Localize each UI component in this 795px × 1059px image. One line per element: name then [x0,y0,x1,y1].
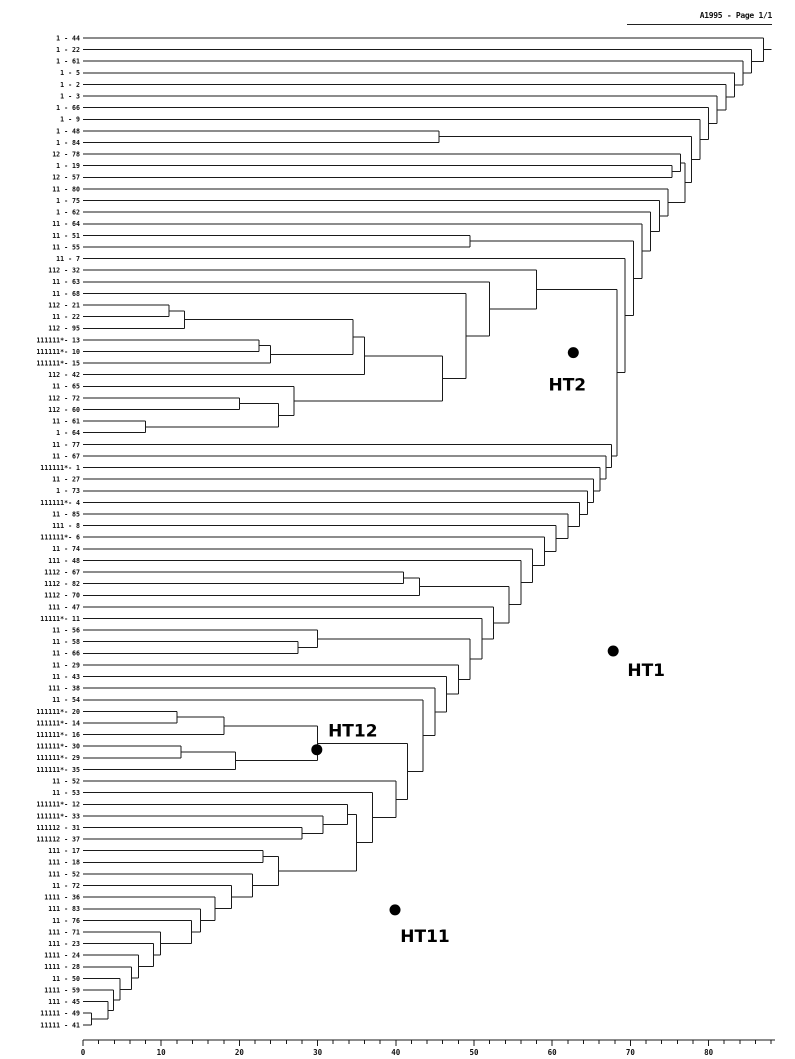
axis-tick-label: 10 [156,1048,166,1057]
leaf-label: 11 - 72 [52,881,80,890]
leaf-label: 111111*- 12 [36,800,80,809]
leaf-label: 1 - 84 [56,138,80,147]
leaf-label: 112 - 42 [48,371,80,380]
leaf-label: 1111 - 59 [44,986,80,995]
leaf-label: 1 - 75 [56,196,80,205]
leaf-label: 1 - 2 [60,80,80,89]
leaf-label: 1111 - 36 [44,893,80,902]
leaf-label: 11 - 74 [52,545,80,554]
leaf-label: 11111*- 11 [40,614,80,623]
leaf-label: 111 - 8 [52,522,80,531]
leaf-label: 11 - 54 [52,696,80,705]
annotation-label-ht12: HT12 [328,721,378,742]
leaf-label: 11 - 29 [52,661,80,670]
axis-tick-label: 50 [469,1048,479,1057]
annotation-label-ht2: HT2 [548,375,587,396]
leaf-label: 1111 - 28 [44,963,80,972]
leaf-label: 111 - 48 [48,556,80,565]
leaf-label: 1 - 62 [56,208,80,217]
leaf-label: 11111 - 41 [40,1021,80,1030]
page-header-title: A1995 - Page 1/1 [699,11,772,20]
leaf-label: 1 - 48 [56,127,80,136]
annotation-dot-ht2 [568,347,579,358]
leaf-label: 112 - 72 [48,394,80,403]
leaf-label: 11 - 77 [52,440,80,449]
leaf-label: 111 - 83 [48,905,80,914]
axis-tick-label: 40 [391,1048,401,1057]
leaf-label: 111111*- 29 [36,754,80,763]
leaf-label: 111 - 18 [48,858,80,867]
leaf-label: 111 - 23 [48,939,80,948]
leaf-label: 1 - 22 [56,46,80,55]
leaf-label: 111111*- 14 [36,719,80,728]
leaf-label: 111111*- 30 [36,742,80,751]
leaf-label: 1 - 61 [56,57,80,66]
leaf-label: 11 - 55 [52,243,80,252]
leaf-label: 111 - 71 [48,928,80,937]
leaf-label: 1 - 3 [60,92,80,101]
annotation-dot-ht12 [311,744,322,755]
leaf-label: 1112 - 70 [44,591,80,600]
leaf-label: 11 - 68 [52,289,80,298]
leaf-label: 111 - 45 [48,998,80,1007]
leaf-label: 11 - 22 [52,313,80,322]
axis-tick-label: 60 [547,1048,557,1057]
leaf-label: 111111*- 10 [36,347,80,356]
leaf-label: 111112 - 31 [36,823,80,832]
leaf-label: 11 - 76 [52,916,80,925]
leaf-label: 11 - 63 [52,278,80,287]
leaf-label: 111111*- 15 [36,359,80,368]
leaf-label: 1111 - 24 [44,951,80,960]
leaf-label: 1 - 64 [56,429,80,438]
leaf-label: 11 - 27 [52,475,80,484]
leaf-label: 111111*- 4 [40,498,80,507]
leaf-label: 11 - 85 [52,510,80,519]
axis-tick-label: 0 [80,1048,86,1057]
leaf-label: 111111*- 33 [36,812,80,821]
leaf-label: 1 - 73 [56,487,80,496]
axis-tick-label: 30 [313,1048,323,1057]
leaf-label: 12 - 78 [52,150,80,159]
leaf-label: 111112 - 37 [36,835,80,844]
leaf-label: 1 - 19 [56,162,80,171]
leaf-label: 11 - 61 [52,417,80,426]
leaf-label: 111 - 38 [48,684,80,693]
leaf-label: 111111*- 35 [36,765,80,774]
leaf-label: 112 - 60 [48,405,80,414]
axis-tick-label: 70 [625,1048,635,1057]
annotation-label-ht11: HT11 [400,926,450,947]
leaf-label: 11 - 66 [52,649,80,658]
leaf-label: 112 - 21 [48,301,80,310]
leaf-label: 1 - 5 [60,69,80,78]
leaf-label: 12 - 57 [52,173,80,182]
leaf-label: 11 - 50 [52,974,80,983]
leaf-label: 11 - 65 [52,382,80,391]
leaf-label: 11 - 52 [52,777,80,786]
annotation-dot-ht11 [390,904,401,915]
leaf-label: 1112 - 82 [44,580,80,589]
leaf-label: 111111*- 20 [36,707,80,716]
leaf-label: 111 - 52 [48,870,80,879]
axis-tick-label: 80 [704,1048,714,1057]
leaf-label: 111 - 17 [48,847,80,856]
leaf-label: 11111 - 49 [40,1009,80,1018]
leaf-label: 111111*- 1 [40,463,80,472]
leaf-label: 1112 - 67 [44,568,80,577]
annotation-label-ht1: HT1 [627,661,666,682]
leaf-label: 111111*- 6 [40,533,80,542]
leaf-label: 11 - 51 [52,231,80,240]
leaf-label: 1 - 66 [56,104,80,113]
leaf-label: 1 - 9 [60,115,80,124]
leaf-label: 11 - 43 [52,672,80,681]
leaf-label: 111111*- 16 [36,731,80,739]
leaf-label: 112 - 32 [48,266,80,275]
axis-tick-label: 20 [234,1048,244,1057]
leaf-label: 111111*- 13 [36,336,80,345]
leaf-label: 11 - 64 [52,220,80,229]
leaf-label: 11 - 80 [52,185,80,194]
leaf-label: 11 - 67 [52,452,80,461]
leaf-label: 11 - 7 [56,254,80,263]
leaf-label: 11 - 53 [52,789,80,798]
leaf-label: 1 - 44 [56,34,80,43]
leaf-label: 111 - 47 [48,603,80,612]
annotation-dot-ht1 [608,646,619,657]
leaf-label: 112 - 95 [48,324,80,333]
leaf-label: 11 - 58 [52,638,80,647]
leaf-label: 11 - 56 [52,626,80,635]
